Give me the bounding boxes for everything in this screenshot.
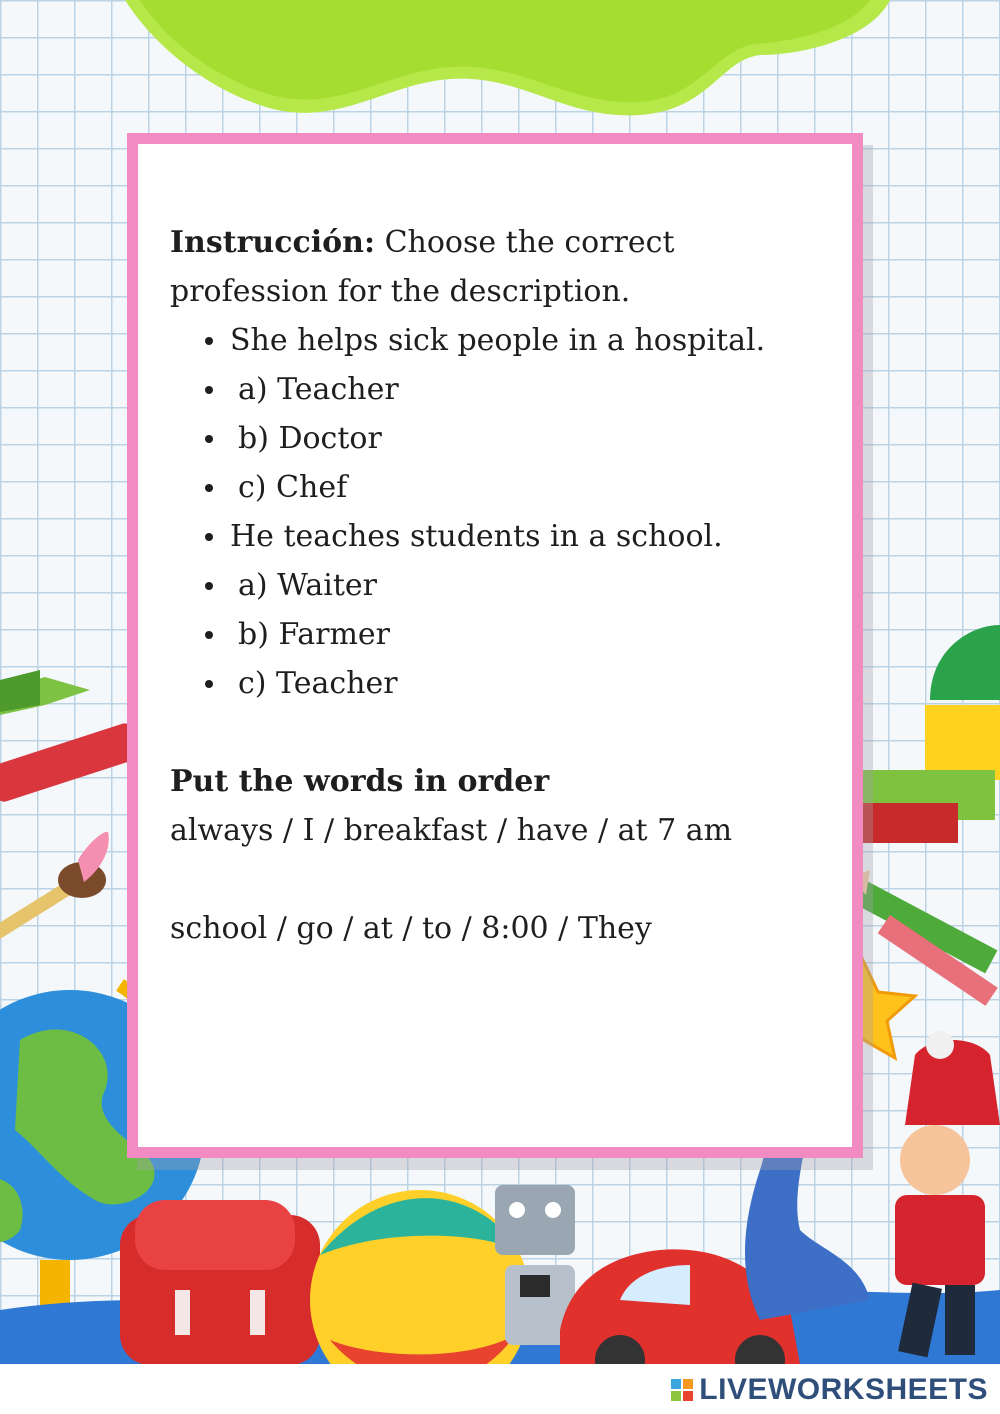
worksheet-content: [170, 218, 810, 953]
spacer: [170, 708, 810, 757]
answer-option[interactable]: c) Teacher: [170, 659, 810, 708]
order-item[interactable]: always / I / breakfast / have / at 7 am: [170, 813, 733, 848]
answer-option[interactable]: a) Teacher: [170, 365, 810, 414]
question-list: [170, 316, 810, 708]
liveworksheets-logo-icon: [671, 1379, 693, 1401]
backpack-icon: [120, 1200, 320, 1365]
answer-option[interactable]: b) Doctor: [170, 414, 810, 463]
instruction: [170, 218, 810, 316]
question-prompt: He teaches students in a school.: [170, 512, 810, 561]
bullet-icon: [205, 484, 213, 492]
instruction-text: Choose the correct profession for the description.: [170, 225, 675, 309]
question-prompt: She helps sick people in a hospital.: [170, 316, 810, 365]
spacer: [170, 855, 810, 904]
instruction-label: Instrucción:: [170, 225, 376, 260]
bullet-icon: [205, 680, 213, 688]
bullet-icon: [205, 533, 213, 541]
answer-option[interactable]: b) Farmer: [170, 610, 810, 659]
bullet-icon: [205, 631, 213, 639]
bullet-icon: [205, 337, 213, 345]
bullet-icon: [205, 386, 213, 394]
answer-option[interactable]: c) Chef: [170, 463, 810, 512]
brand-name: LIVEWORKSHEETS: [699, 1373, 988, 1406]
order-item[interactable]: school / go / at / to / 8:00 / They: [170, 911, 652, 946]
bullet-icon: [205, 435, 213, 443]
paintbrush-icon: [0, 832, 109, 945]
order-section-title: Put the words in order: [170, 764, 550, 799]
answer-option[interactable]: a) Waiter: [170, 561, 810, 610]
brand[interactable]: [671, 1370, 988, 1410]
bullet-icon: [205, 582, 213, 590]
